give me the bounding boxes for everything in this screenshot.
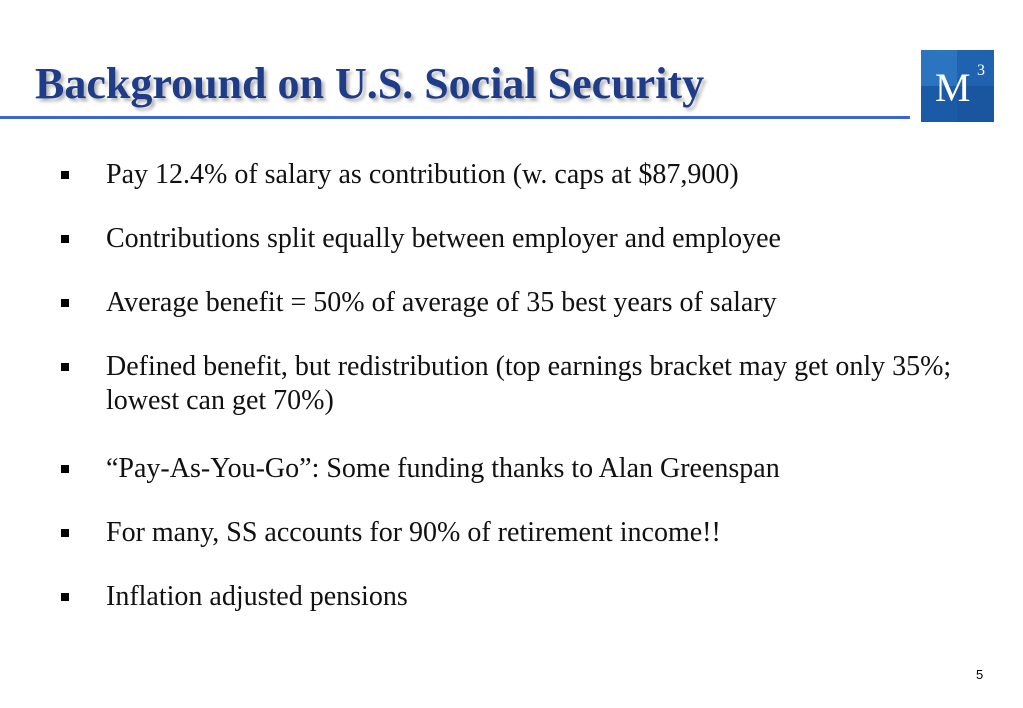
square-bullet-icon bbox=[61, 465, 69, 473]
bullet-text: Defined benefit, but redistribution (top earnings bracket may get only 35%; lowest can get 70%) bbox=[106, 351, 952, 416]
square-bullet-icon bbox=[61, 171, 69, 179]
bullet-text: Pay 12.4% of salary as contribution (w. caps at $87,900) bbox=[106, 159, 739, 190]
bullet-text: Contributions split equally between employer and employee bbox=[106, 223, 781, 254]
square-bullet-icon bbox=[61, 235, 69, 243]
bullet-text: “Pay-As-You-Go”: Some funding thanks to Alan Greenspan bbox=[106, 453, 780, 484]
bullet-text: For many, SS accounts for 90% of retirement income!! bbox=[106, 517, 721, 548]
square-bullet-icon bbox=[61, 529, 69, 537]
square-bullet-icon bbox=[61, 363, 69, 371]
page-number: 5 bbox=[976, 667, 984, 682]
square-bullet-icon bbox=[61, 299, 69, 307]
logo-letter: M bbox=[935, 65, 971, 110]
bullet-text: Average benefit = 50% of average of 35 best years of salary bbox=[106, 287, 777, 318]
logo-superscript: 3 bbox=[977, 62, 985, 79]
m3-logo bbox=[921, 50, 994, 122]
slide-title: Background on U.S. Social Security bbox=[35, 59, 705, 108]
bullet-text: Inflation adjusted pensions bbox=[106, 581, 408, 612]
square-bullet-icon bbox=[61, 593, 69, 601]
title-underline bbox=[0, 116, 910, 119]
